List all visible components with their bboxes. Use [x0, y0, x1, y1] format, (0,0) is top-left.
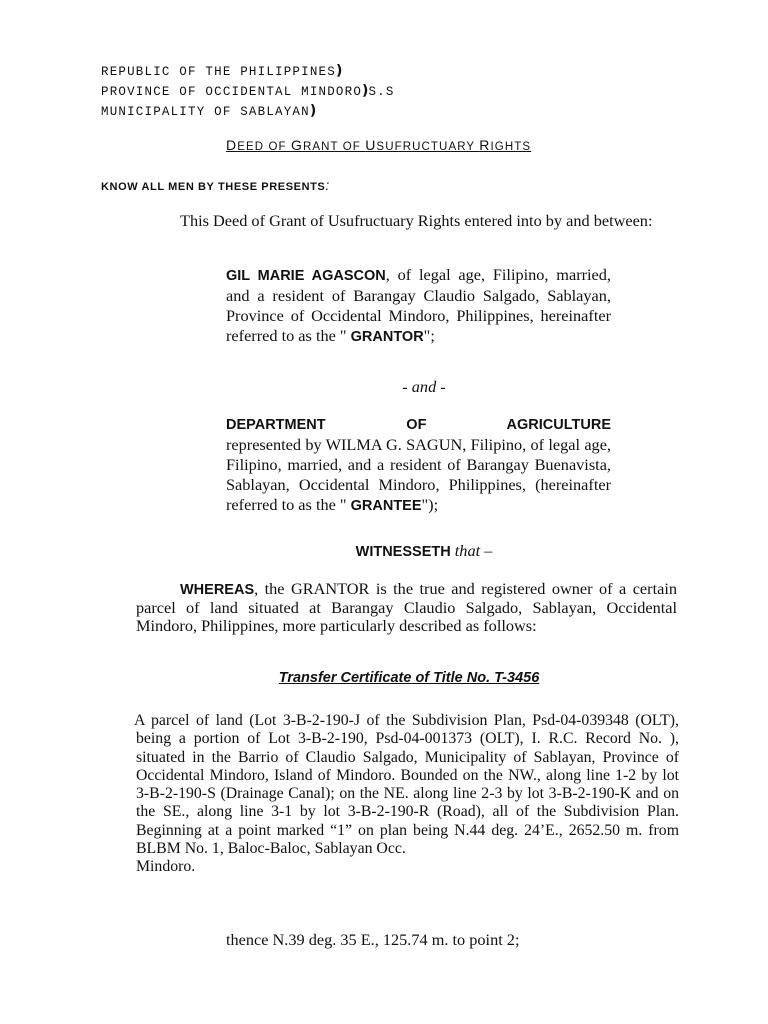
witnesseth-heading: WITNESSETH that – — [355, 541, 493, 560]
intro-paragraph: This Deed of Grant of Usufructuary Rights entered into by and between: — [180, 211, 653, 230]
grantee-name: DEPARTMENT OF AGRICULTURE — [226, 417, 611, 433]
grantor-label: GRANTOR — [350, 329, 424, 345]
land-description-paragraph: A parcel of land (Lot 3-B-2-190-J of the Subdivision Plan, Psd-04-039348 (OLT), being a portion of Lot 3-B-2-190, Psd-04-001373 (OLT), I. R.C. Record No. ), situated in the Barrio of Claudio Salgado, Municipality of Sablayan, Province of Occidental Mindoro, Island of Mindoro. Bounded on the NW., along line 1-2 by lot 3-B-2-190-S (Drainage Canal); on the NE. along line 2-3 by lot 3-B-2-190-K and on the SE., along line 3-1 by lot 3-B-2-190-R (Road), all of the Subdivision Plan. Beginning at a point marked “1” on plan being N.44 deg. 24’E., 2652.50 m. from BLBM No. 1, Baloc-Baloc, Sablayan Occ. Mindoro. — [134, 712, 679, 876]
know-all-men-heading: KNOW ALL MEN BY THESE PRESENTS: — [101, 177, 330, 193]
grantor-paragraph: GIL MARIE AGASCON, of legal age, Filipino, married, and a resident of Barangay Claudio Salgado, Sablayan, Province of Occidental Mindoro, Philippines, hereinafter referred to as the " GRANTOR"; — [226, 265, 611, 345]
thence-line: thence N.39 deg. 35 E., 125.74 m. to point 2; — [226, 930, 520, 949]
grantor-name: GIL MARIE AGASCON — [226, 268, 386, 284]
grantee-label: GRANTEE — [350, 498, 422, 514]
caption-line-municipality: MUNICIPALITY OF SABLAYAN) — [101, 103, 317, 119]
document-title: DEED OF GRANT OF USUFRUCTUARY RIGHTS — [226, 137, 532, 153]
and-separator: - and - — [402, 377, 446, 396]
caption-line-province: PROVINCE OF OCCIDENTAL MINDORO)S.S — [101, 83, 395, 99]
title-certificate-heading: Transfer Certificate of Title No. T-3456 — [278, 670, 540, 686]
grantee-paragraph: DEPARTMENT OF AGRICULTURE represented by WILMA G. SAGUN, Filipino, of legal age, Filipino, married, and a resident of Barangay Buenavista, Sablayan, Occidental Mindoro, Philippines, (hereinafter referred to as the " GRANTEE"); — [226, 417, 611, 514]
caption-line-republic: REPUBLIC OF THE PHILIPPINES) — [101, 63, 343, 79]
venue-caption — [101, 62, 395, 122]
whereas-paragraph: WHEREAS, the GRANTOR is the true and registered owner of a certain parcel of land situated at Barangay Claudio Salgado, Sablayan, Occidental Mindoro, Philippines, more particularly described as follows: — [136, 579, 677, 635]
